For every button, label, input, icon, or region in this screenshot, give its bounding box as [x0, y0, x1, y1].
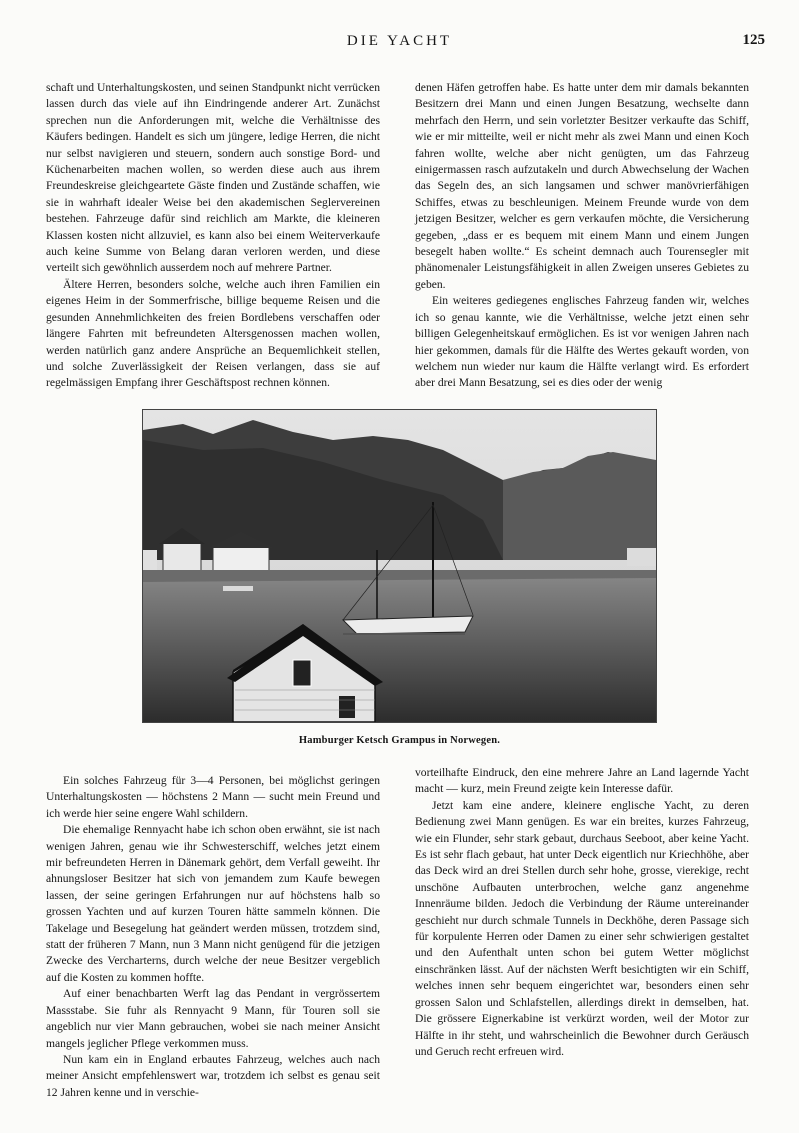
column-bottom-right [415, 765, 749, 1060]
paragraph: Nun kam ein in England erbautes Fahrzeug, welches auch nach meiner Ansicht empfehlenswert war, trotzdem ich selbst es genau seit 12 Jahren kenne und in verschie- [46, 1052, 380, 1099]
figure-caption: Hamburger Ketsch Grampus in Norwegen. [298, 735, 501, 746]
paragraph: Ein solches Fahrzeug für 3—4 Personen, bei möglichst geringen Unterhaltungskosten — höchstens 2 Mann — sucht mein Freund und ich werde hier seine engere Wahl schildern. [46, 774, 380, 820]
paragraph: vorteilhafte Eindruck, den eine mehrere Jahre an Land lagernde Yacht macht — kurz, mein Freund zeigte kein Interesse dafür. [415, 766, 749, 796]
paragraph: Ältere Herren, besonders solche, welche auch ihren Familien ein eigenes Heim in der Sommerfrische, billige bequeme Reisen und die gesunden Annehmlichkeiten des freien Bordlebens verschaffen oder längere Fahrten mit befreundeten Altersgenossen machen wollen, werden natürlich ganz andere Ansprüche an Bequemlichkeit stellen, und solche Zuverlässigkeit der Reisen verlangen, dass sie auf regelmässigen Empfang ihrer Geschäftspost rechnen können. [46, 277, 380, 390]
running-header: DIE YACHT [346, 33, 453, 49]
ketch-photograph [142, 409, 657, 723]
paragraph: denen Häfen getroffen habe. Es hatte unter dem mir damals bekannten Besitzern drei Mann und einen Jungen Besatzung, wechselte dann mehrfach den Herrn, und sein vorletzter Besitzer verkaufte das Schiff, wie er mir mitteilte, weil er nicht mehr als zwei Mann und einen Koch fahren wollte, welche aber nicht genügten, um das Fahrzeug einigermassen rasch aufzutakeln und durch Abwechselung der Wachen das Segeln des, an sich langsamen und schwer manövrierfähigen Schiffes, etwas zu beschleunigen. Meinem Freunde wurde von dem jetzigen Besitzer, welcher es gern verkaufen möchte, die Versicherung gegeben, „dass er es bequem mit einem Mann und einem Jungen besegelt haben wollte.“ Es scheint demnach auch Tourensegler mit phänomenaler Leistungsfähigkeit in allen Zweigen unseres Gebietes zu geben. [415, 81, 749, 291]
page-number: 125 [742, 32, 765, 48]
paragraph: schaft und Unterhaltungskosten, und seinen Standpunkt nicht verrücken lassen durch das viele auf ihn Eindringende anderer Art. Zunächst sprechen nun die Anforderungen mit, welche die Verhältnisse des Käufers bedingen. Handelt es sich um jüngere, ledige Herren, die nicht nur selbst navigieren und steuern, sondern auch sonstige Bord- und Küchenarbeiten machen wollen, so werden diese auch aus ihrem Freundeskreise gleichgeartete Gäste finden und Zustände schaffen, wie sie in wahrhaft idealer Weise bei den akademischen Seglervereinen bestehen. Fahrzeuge dafür sind reichlich am Markte, die kleineren Klassen kosten nicht allzuviel, es kann also bei einem Weiterverkaufe auch keine Summe von Belang daran verloren werden, und diese verteilt sich gewöhnlich ausserdem noch auf mehrere Partner. [46, 81, 380, 275]
column-top-right [415, 80, 749, 392]
column-top-left [46, 80, 380, 392]
paragraph: Ein weiteres gediegenes englisches Fahrzeug fanden wir, welches ich so genau kannte, wie die Verhältnisse, welche jetzt einen sehr billigen Gelegenheitskauf ermöglichen. Es ist vor wenigen Jahren nach hier gekommen, damals für die Hälfte des Wertes gekauft worden, von welchem nun wieder nur kaum die Hälfte verlangt wird. Es erfordert aber drei Mann Besatzung, sei es dies oder der wenig [415, 294, 749, 390]
paragraph: Die ehemalige Rennyacht habe ich schon oben erwähnt, sie ist nach wenigen Jahren, genau wie ihr Schwesterschiff, welches jetzt einem mir befreundeten Herren in Dänemark gehört, dem Verfall geweiht. Ihr ahnungsloser Besitzer hat sich von jemandem zum Kaufe bewegen lassen, der seine geringen Erfahrungen nur auf höchstens halb so grossen Yachten und auf kurzen Touren hätte sammeln können. Die Takelage und Besegelung hat geändert werden müssen, trotzdem sind, statt der früheren 7 Mann, nun 3 Mann nicht genügend für die jetzigen Zwecke des Vercharterns, durch welche der neue Besitzer vergeblich auf die Kosten zu kommen hoffte. [46, 823, 380, 984]
column-bottom-left [46, 773, 380, 1101]
paragraph: Jetzt kam eine andere, kleinere englische Yacht, zu deren Bedienung zwei Mann genügen. Es war ein breites, kurzes Fahrzeug, wie ein Flunder, sehr stark gebaut, durchaus Seeboot, aber keine Yacht. Es ist sehr flach gebaut, hat unter Deck eigentlich nur Kriechhöhe, aber das Deck wird an drei Stellen durch sehr hohe, grosse, vierekige, recht unschöne Aufbauten unterbrochen, welche ganz angenehme Innenräume bilden. Jedoch die Verbindung der Räume untereinander geschieht nur durch schmale Tunnels in Deckhöhe, deren Passage sich für korpulente Herren oder Damen zu einer sehr schwierigen gestaltet und den Aufenthalt unten schon bei gutem Wetter möglichst einschränken lässt. Auf der nächsten Werft besichtigten wir ein Schiff, welches innen sehr bequem eingerichtet war, besonders einen sehr grossen Salon und Schlafstellen, allerdings direkt in demselben, hat. Die grössere Eignerkabine ist verkürzt worden, weil der Motor zur Hälfte in ihr steht, und wahrscheinlich die Bewohner durch Geräusch und Geruch recht erfreuen wird. [415, 798, 749, 1058]
paragraph: Auf einer benachbarten Werft lag das Pendant in vergrössertem Massstabe. Sie fuhr als Rennyacht 9 Mann, für Touren soll sie angeblich nur vier Mann gebrauchen, wobei sie nach meiner Ansicht mangels jeglicher Pflege verkommen muss. [46, 987, 380, 1050]
